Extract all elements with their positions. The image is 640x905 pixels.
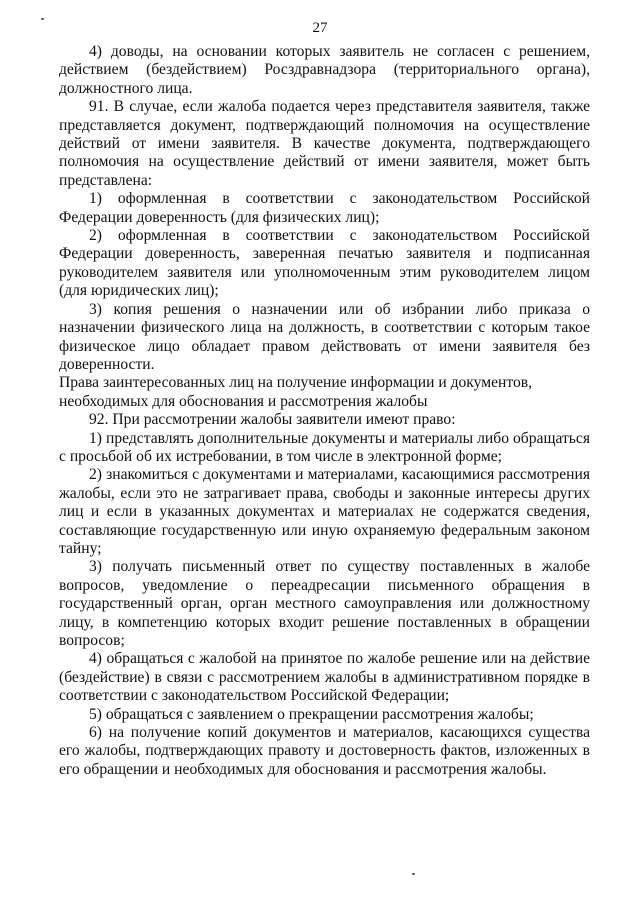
paragraph-91-item-2: 2) оформленная в соответствии с законодательством Российской Федерации доверенность, заверенная печатью заявителя и подписанная руководителем заявителя или уполномоченным этим руководителем лицом (для юридических лиц);: [59, 227, 590, 300]
document-body: [59, 43, 590, 779]
section-heading-line-2: необходимых для обоснования и рассмотрения жалобы: [59, 392, 428, 410]
paragraph-92-item-2: 2) знакомиться с документами и материалами, касающимися рассмотрения жалобы, если это не затрагивает права, свободы и законные интересы других лиц и если в указанных документах и материалах не содержатся сведения, составляющие государственную или иную охраняемую федеральным законом тайну;: [59, 466, 590, 557]
section-heading-line-1: Права заинтересованных лиц на получение информации и документов,: [59, 374, 533, 392]
paragraph-92-item-6: 6) на получение копий документов и материалов, касающихся существа его жалобы, подтверждающих правоту и достоверность фактов, изложенных в его обращении и необходимых для обоснования и рассмотрения жалобы.: [59, 724, 590, 778]
section-heading: [59, 374, 590, 411]
paragraph-91-item-1: 1) оформленная в соответствии с законодательством Российской Федерации доверенность (для физических лиц);: [59, 190, 590, 226]
paragraph-92-intro: 92. При рассмотрении жалобы заявители имеют право:: [89, 411, 456, 429]
paragraph-92-item-3: 3) получать письменный ответ по существу поставленных в жалобе вопросов, уведомление о переадресации письменного обращения в государственный орган, орган местного самоуправления или должностному лицу, в компетенцию которых входит решение поставленных в обращении вопросов;: [59, 558, 590, 649]
scan-speck: [41, 18, 44, 20]
paragraph-92-item-4: 4) обращаться с жалобой на принятое по жалобе решение или на действие (бездействие) в связи с рассмотрением жалобы в административном порядке в соответствии с законодательством Российской Федерации;: [59, 650, 590, 705]
paragraph-91-representative: 91. В случае, если жалоба подается через представителя заявителя, также представляется документ, подтверждающий полномочия на осуществление действий от имени заявителя. В качестве документа, подтверждающего полномочия на осуществление действий от имени заявителя, может быть представлена:: [59, 98, 590, 189]
scan-speck: [412, 873, 415, 875]
paragraph-argument-item-4: 4) доводы, на основании которых заявитель не согласен с решением, действием (бездействием) Росздравнадзора (территориального органа), должностного лица.: [59, 43, 590, 97]
page-number: 27: [312, 20, 328, 36]
paragraph-91-item-3: 3) копия решения о назначении или об избрании либо приказа о назначении физического лица на должность, в соответствии с которым такое физическое лицо обладает правом действовать от имени заявителя без доверенности.: [59, 300, 590, 373]
paragraph-92-item-1: 1) представлять дополнительные документы и материалы либо обращаться с просьбой об их истребовании, в том числе в электронной форме;: [59, 429, 590, 465]
paragraph-92-item-5: 5) обращаться с заявлением о прекращении рассмотрения жалобы;: [89, 705, 534, 723]
